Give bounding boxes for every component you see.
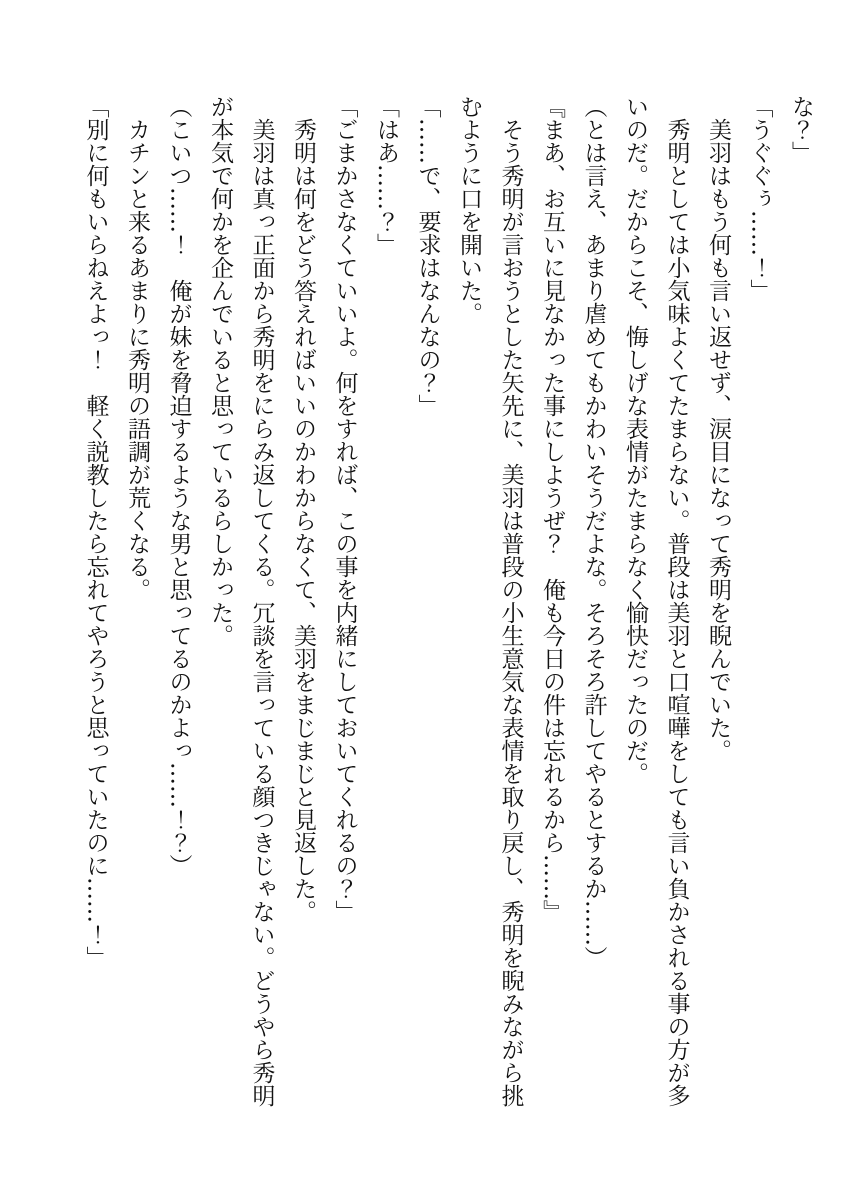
paragraph-quoted-speech: 『まあ、お互いに見なかった事にしようぜ？ 俺も今日の件は忘れるから……』: [539, 95, 565, 923]
paragraph-dialogue: 「ごまかさなくていいよ。何をすれば、この事を内緒にしておいてくれるの？」: [331, 95, 358, 923]
paragraph-dialogue: 「別に何もいらねえよっ！ 軽く説教したら忘れてやろうと思っていたのに……！」: [82, 95, 109, 969]
paragraph-narration: 秀明は何をどう答えればいいのかわからなくて、美羽をまじまじと見返した。: [290, 118, 316, 923]
vertical-text-area: [41, 95, 821, 1111]
paragraph-dialogue-continuation: な？」: [788, 95, 814, 164]
paragraph-dialogue: 「はあ……？」: [373, 95, 399, 256]
paragraph-inner-thought: （こいつ……！ 俺が妹を脅迫するような男と思ってるのかよっ……！？）: [165, 95, 192, 877]
paragraph-narration: 秀明としては小気味よくてたまらない。普段は美羽と口喧嘩をしても言い負かされる事の方が多いのだ。だからこそ、悔しげな表情がたまらなく愉快だったのだ。: [622, 95, 690, 1107]
paragraph-inner-thought: （とは言え、あまり虐めてもかわいそうだよな。そろそろ許してやるとするか……）: [580, 95, 607, 969]
paragraph-dialogue: 「うぐぐぅ……！」: [746, 95, 773, 302]
paragraph-narration: そう秀明が言おうとした矢先に、美羽は普段の小生意気な表情を取り戻し、秀明を睨みながら挑むように口を開いた。: [456, 95, 524, 1107]
paragraph-dialogue: 「……で、要求はなんなの？」: [414, 95, 441, 417]
paragraph-narration: 美羽は真っ正面から秀明をにらみ返してくる。冗談を言っている顔つきじゃない。どうやら秀明が本気で何かを企んでいると思っているらしかった。: [207, 95, 275, 1107]
paragraph-narration: 美羽はもう何も言い返せず、涙目になって秀明を睨んでいた。: [705, 118, 731, 762]
paragraph-narration: カチンと来るあまりに秀明の語調が荒くなる。: [124, 118, 150, 601]
